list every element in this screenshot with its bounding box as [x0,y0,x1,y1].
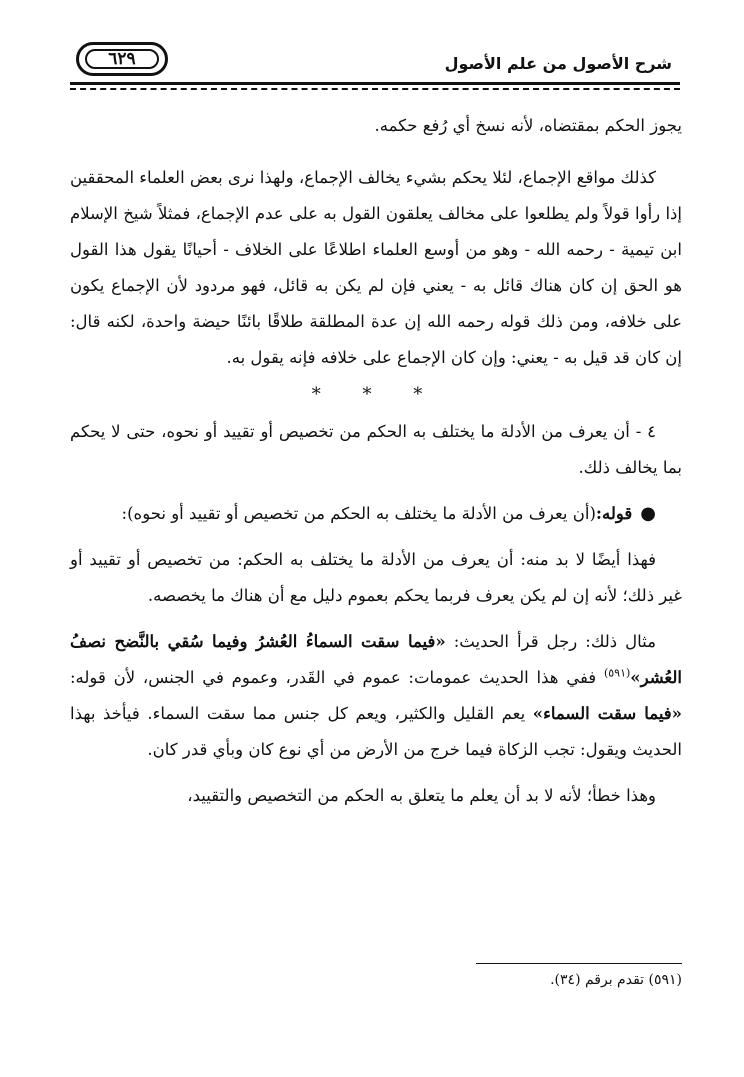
paragraph [70,624,682,768]
page-body [70,108,682,814]
running-title: شرح الأصول من علم الأصول [444,54,672,73]
page-number-badge [76,42,168,76]
footnote-ref: (٥٩١) [603,666,631,680]
hadith-quote: «فيما سقت السماء» [532,704,682,723]
header-rule [70,82,680,85]
section-separator: * * * [311,384,441,405]
hadith-quote: «فيما سقت السماءُ العُشرُ وفيما سُقي بالنَّضح نصفُ العُشر» [70,632,682,687]
paragraph: ٤ - أن يعرف من الأدلة ما يختلف به الحكم من تخصيص أو تقييد أو نحوه، حتى لا يحكم بما يخالف ذلك. [70,422,682,477]
bullet-icon: ● [640,503,656,524]
page-header [70,38,680,88]
paragraph: فهذا أيضًا لا بد منه: أن يعرف من الأدلة ما يختلف به الحكم: من تخصيص أو تقييد أو غير ذلك؛ لأنه إن لم يكن يعرف فربما يحكم بعموم دليل مع أن هناك ما يخصصه. [70,550,682,605]
text-run: يعم القليل والكثير، ويعم كل جنس مما سقت السماء. فيأخذ بهذا الحديث ويقول: تجب الزكاة فيما خرج من الأرض من أي نوع كان وبأي قدر كان. [70,704,682,759]
quoted-text: (أن يعرف من الأدلة ما يختلف به الحكم من تخصيص أو تقييد أو نحوه): [121,504,596,523]
header-dashed-rule [70,88,680,90]
commentary-label: قوله: [595,504,633,523]
footnote-rule [476,963,682,964]
text-run: ففي هذا الحديث عمومات: عموم في القَدر، وعموم في الجنس، لأن قوله: [70,668,604,687]
commentary-heading [70,496,682,532]
paragraph: يجوز الحكم بمقتضاه، لأنه نسخ أي رُفع حكمه. [374,116,682,135]
footnote: (٥٩١) تقدم برقم (٣٤). [550,972,682,988]
paragraph: وهذا خطأ؛ لأنه لا بد أن يعلم ما يتعلق به الحكم من التخصيص والتقييد، [187,786,656,805]
page-number: ٦٢٩ [108,49,136,69]
text-run: مثال ذلك: رجل قرأ الحديث: [445,632,656,651]
paragraph: كذلك مواقع الإجماع، لئلا يحكم بشيء يخالف الإجماع، ولهذا نرى بعض العلماء المحققين إذا رأوا قولاً ولم يطلعوا على مخالف يعلقون القول به على عدم الإجماع، فمثلاً شيخ الإسلام ابن تيمية - رحمه الله - وهو من أوسع العلماء اطلاعًا على الخلاف - أحيانًا يقول هذا القول هو الحق إن كان هناك قائل به - يعني فإن لم يكن به قائل، فهو مردود لأن الإجماع يكون على خلافه، ومن ذلك قوله رحمه الله إن عدة المطلقة طلاقًا بائنًا حيضة واحدة، لكنه قال: إن كان قد قيل به - يعني: وإن كان الإجماع على خلافه فإنه يقول به. [70,168,682,367]
